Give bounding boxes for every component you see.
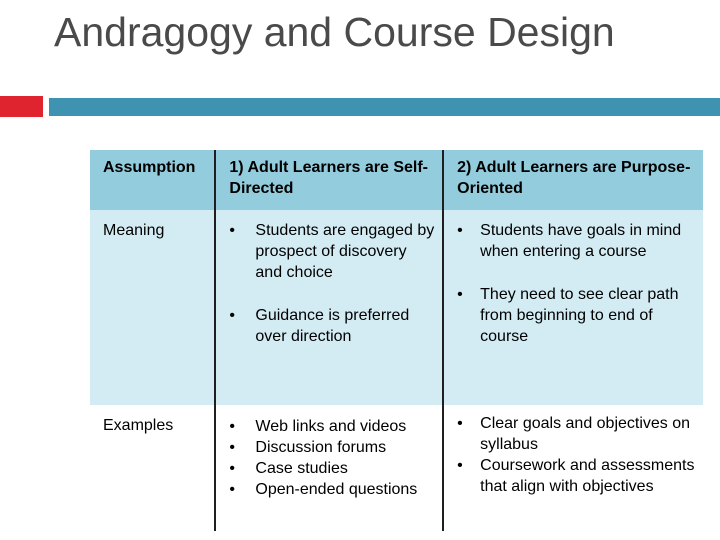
andragogy-table [90, 150, 703, 531]
examples-row [90, 405, 703, 531]
meaning-self-directed-cell [215, 210, 443, 405]
examples-self-directed-cell [215, 405, 443, 531]
list-item: • Web links and videos [229, 416, 442, 437]
list-item: • They need to see clear path from beginning to end of course [457, 284, 703, 347]
accent-bar-teal [49, 98, 720, 116]
meaning-label: Meaning [90, 210, 215, 405]
list-item: • Case studies [229, 458, 442, 479]
header-self-directed: 1) Adult Learners are Self-Directed [215, 150, 443, 210]
header-purpose-oriented: 2) Adult Learners are Purpose-Oriented [443, 150, 703, 210]
list-item: • Guidance is preferred over direction [229, 305, 442, 347]
examples-purpose-oriented-cell [443, 405, 703, 531]
list-item: • Discussion forums [229, 437, 442, 458]
accent-bar-red [0, 96, 43, 117]
list-item: • Clear goals and objectives on syllabus [457, 413, 703, 455]
meaning-row [90, 210, 703, 405]
slide-title: Andragogy and Course Design [54, 9, 615, 55]
list-item: • Students are engaged by prospect of discovery and choice [229, 220, 442, 283]
examples-purpose-oriented-list [457, 413, 703, 497]
table-header-row [90, 150, 703, 210]
meaning-purpose-oriented-cell [443, 210, 703, 405]
examples-self-directed-list [229, 416, 442, 500]
list-item: • Coursework and assessments that align with objectives [457, 455, 703, 497]
header-assumption: Assumption [90, 150, 215, 210]
examples-label: Examples [90, 405, 215, 531]
list-item: • Open-ended questions [229, 479, 442, 500]
list-item: • Students have goals in mind when entering a course [457, 220, 703, 262]
meaning-purpose-oriented-list [457, 220, 703, 347]
meaning-self-directed-list [229, 220, 442, 347]
